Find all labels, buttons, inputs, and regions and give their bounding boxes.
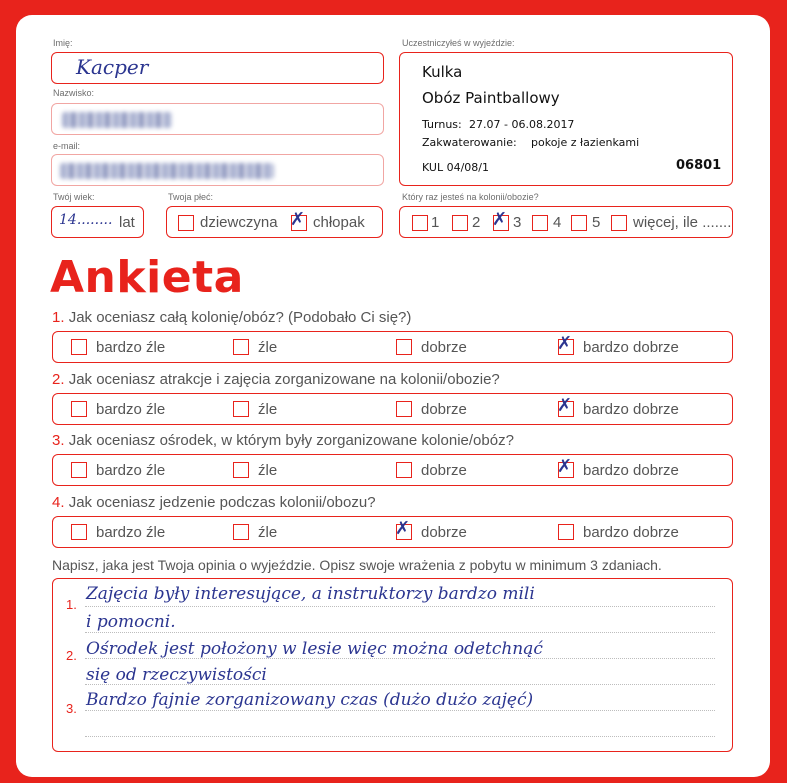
checkbox-q1-option-4[interactable] (557, 333, 574, 355)
checkbox-q4-option-1[interactable] (71, 524, 87, 540)
question-1 (52, 309, 411, 326)
opinion-number-1: 1. (66, 597, 77, 612)
times-option-5: 5 (592, 214, 601, 231)
times-option-3: 3 (513, 214, 522, 231)
imie-label: Imię: (53, 38, 73, 48)
plec-field (166, 206, 383, 238)
survey-title: Ankieta (50, 252, 244, 303)
option-label: bardzo źle (96, 401, 166, 418)
option-label: bardzo dobrze (583, 462, 679, 479)
option-label: dobrze (421, 462, 467, 479)
option-label: bardzo źle (96, 462, 166, 479)
plec-option-chlopak: chłopak (313, 214, 365, 231)
check-mark-icon: ✗ (557, 395, 573, 416)
option-label: bardzo dobrze (583, 339, 679, 356)
nazwisko-label: Nazwisko: (53, 88, 95, 98)
checkbox-q1-option-2[interactable] (233, 339, 249, 355)
wiek-value: 14........ (59, 212, 113, 228)
check-mark-icon: ✗ (395, 518, 411, 539)
checkbox-q1-option-1[interactable] (71, 339, 87, 355)
checkbox-q1-option-3[interactable] (396, 339, 412, 355)
option-label: bardzo źle (96, 524, 166, 541)
trip-info-box (399, 52, 733, 186)
checkbox-times-4[interactable] (532, 215, 548, 231)
answer-row-4 (52, 516, 733, 548)
checkbox-dziewczyna[interactable] (178, 215, 194, 231)
option-label: źle (258, 462, 278, 479)
checkbox-q2-option-1[interactable] (71, 401, 87, 417)
times-option-more: więcej, ile ....... (633, 214, 732, 231)
checkbox-q2-option-3[interactable] (396, 401, 412, 417)
checkbox-q3-option-4[interactable] (557, 456, 574, 478)
times-label: Który raz jesteś na kolonii/obozie? (402, 192, 539, 202)
question-number: 2. (52, 371, 65, 388)
trip-code: KUL 04/08/1 (422, 161, 489, 174)
option-label: bardzo dobrze (583, 401, 679, 418)
writing-line (85, 632, 715, 633)
trip-turnus-label: Turnus: (422, 118, 462, 131)
checkbox-q3-option-1[interactable] (71, 462, 87, 478)
checkbox-times-3[interactable] (492, 209, 509, 231)
option-label: bardzo źle (96, 339, 166, 356)
wiek-unit: lat (119, 214, 135, 231)
opinion-number-3: 3. (66, 701, 77, 716)
times-field (399, 206, 733, 238)
check-mark-icon: ✗ (290, 209, 306, 230)
trip-turnus-value: 27.07 - 06.08.2017 (469, 118, 575, 131)
check-mark-icon: ✗ (557, 456, 573, 477)
question-text: Jak oceniasz atrakcje i zajęcia zorganizowane na kolonii/obozie? (68, 371, 500, 388)
wiek-field[interactable] (51, 206, 144, 238)
checkbox-times-more[interactable] (611, 215, 627, 231)
email-field[interactable] (51, 154, 384, 186)
option-label: dobrze (421, 524, 467, 541)
opinion-number-2: 2. (66, 648, 77, 663)
question-4 (52, 494, 376, 511)
trip-zakw-value: pokoje z łazienkami (531, 136, 640, 149)
redacted-surname (62, 112, 172, 128)
opinion-prompt: Napisz, jaka jest Twoja opinia o wyjeździe. Opisz swoje wrażenia z pobytu w minimum 3 zdaniach. (52, 557, 662, 573)
question-number: 4. (52, 494, 65, 511)
opinion-line-4: się od rzeczywistości (86, 665, 267, 685)
email-label: e-mail: (53, 141, 81, 151)
checkbox-q3-option-3[interactable] (396, 462, 412, 478)
checkbox-times-1[interactable] (412, 215, 428, 231)
writing-line (85, 710, 715, 711)
writing-line (85, 606, 715, 607)
imie-value: Kacper (76, 55, 149, 79)
trip-camp-name: Obóz Paintballowy (422, 89, 560, 107)
trip-brand: Kulka (422, 63, 463, 81)
question-number: 1. (52, 309, 65, 326)
option-label: źle (258, 401, 278, 418)
question-number: 3. (52, 432, 65, 449)
checkbox-q2-option-2[interactable] (233, 401, 249, 417)
option-label: bardzo dobrze (583, 524, 679, 541)
checkbox-chlopak[interactable] (290, 209, 307, 231)
times-option-4: 4 (553, 214, 562, 231)
plec-label: Twoja płeć: (168, 192, 214, 202)
times-option-2: 2 (472, 214, 481, 231)
checkbox-times-5[interactable] (571, 215, 587, 231)
redacted-email (60, 163, 274, 179)
trip-zakw-label: Zakwaterowanie: (422, 136, 517, 149)
writing-line (85, 736, 715, 737)
nazwisko-field[interactable] (51, 103, 384, 135)
checkbox-q4-option-3[interactable] (395, 518, 412, 540)
option-label: źle (258, 524, 278, 541)
opinion-line-2: i pomocni. (86, 612, 176, 632)
imie-field[interactable] (51, 52, 384, 84)
wiek-label: Twój wiek: (53, 192, 95, 202)
checkbox-q4-option-4[interactable] (558, 524, 574, 540)
option-label: źle (258, 339, 278, 356)
checkbox-q4-option-2[interactable] (233, 524, 249, 540)
plec-option-dziewczyna: dziewczyna (200, 214, 278, 231)
trip-number: 06801 (676, 158, 722, 173)
question-2 (52, 371, 500, 388)
checkbox-q2-option-4[interactable] (557, 395, 574, 417)
answer-row-2 (52, 393, 733, 425)
question-text: Jak oceniasz ośrodek, w którym były zorganizowane kolonie/obóz? (68, 432, 514, 449)
opinion-line-3: Ośrodek jest położony w lesie więc można odetchnąć (86, 639, 543, 659)
check-mark-icon: ✗ (557, 333, 573, 354)
option-label: dobrze (421, 339, 467, 356)
question-text: Jak oceniasz całą kolonię/obóz? (Podobało Ci się?) (68, 309, 412, 326)
check-mark-icon: ✗ (492, 209, 508, 230)
opinion-line-5: Bardzo fajnie zorganizowany czas (dużo dużo zajęć) (86, 690, 534, 710)
question-3 (52, 432, 514, 449)
option-label: dobrze (421, 401, 467, 418)
opinion-line-1: Zajęcia były interesujące, a instruktorzy bardzo mili (86, 584, 535, 604)
trip-label: Uczestniczyłeś w wyjeździe: (402, 38, 515, 48)
answer-row-3 (52, 454, 733, 486)
checkbox-times-2[interactable] (452, 215, 468, 231)
times-option-1: 1 (431, 214, 440, 231)
checkbox-q3-option-2[interactable] (233, 462, 249, 478)
answer-row-1 (52, 331, 733, 363)
question-text: Jak oceniasz jedzenie podczas kolonii/obozu? (68, 494, 376, 511)
